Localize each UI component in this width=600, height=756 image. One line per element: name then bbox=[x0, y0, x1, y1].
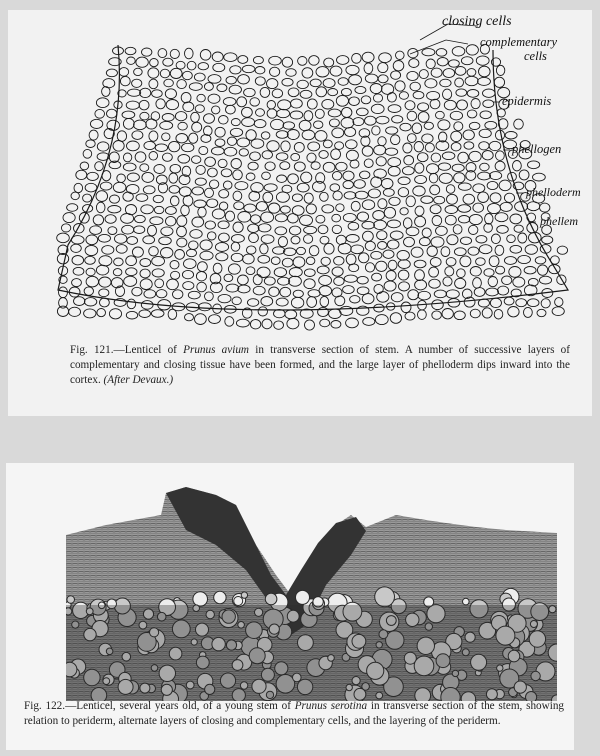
label-closing-cells: closing cells bbox=[442, 14, 512, 29]
lenticel-photo-fig122 bbox=[66, 475, 557, 701]
caption-fig121-text-b: in transverse section of stem. A number of successive layers of complementary and closing tissue have been formed, and the large layer of phelloderm dips inward into the cortex. bbox=[70, 344, 570, 386]
caption-fig122-text-b: in transverse section of the stem, showing relation to periderm, alternate layers of closing and complementary cells, and the layering of the periderm. bbox=[24, 700, 565, 727]
caption-fig122-species: Prunus serotina bbox=[294, 700, 368, 712]
caption-fig121 bbox=[70, 343, 570, 388]
caption-fig122-number: Fig. 122. bbox=[24, 700, 66, 712]
label-epidermis: epidermis bbox=[502, 94, 552, 108]
label-cells: cells bbox=[524, 49, 547, 63]
caption-fig122-text-a: —Lenticel, several years old, of a young stem of bbox=[65, 700, 295, 712]
caption-fig121-credit: (After Devaux.) bbox=[103, 374, 174, 386]
lenticel-drawing-fig121 bbox=[48, 10, 593, 350]
figure-121-page bbox=[8, 10, 592, 416]
label-phellogen: phellogen bbox=[512, 142, 562, 156]
caption-fig121-number: Fig. 121. bbox=[70, 344, 114, 356]
label-phelloderm: phelloderm bbox=[526, 185, 581, 199]
label-complementary: complementary bbox=[480, 35, 558, 49]
figure-122-card bbox=[6, 463, 574, 750]
caption-fig122 bbox=[24, 699, 564, 729]
caption-fig121-species: Prunus avium bbox=[183, 344, 250, 356]
caption-fig121-text-a: —Lenticel of bbox=[113, 344, 184, 356]
label-phellem: phellem bbox=[540, 214, 578, 228]
